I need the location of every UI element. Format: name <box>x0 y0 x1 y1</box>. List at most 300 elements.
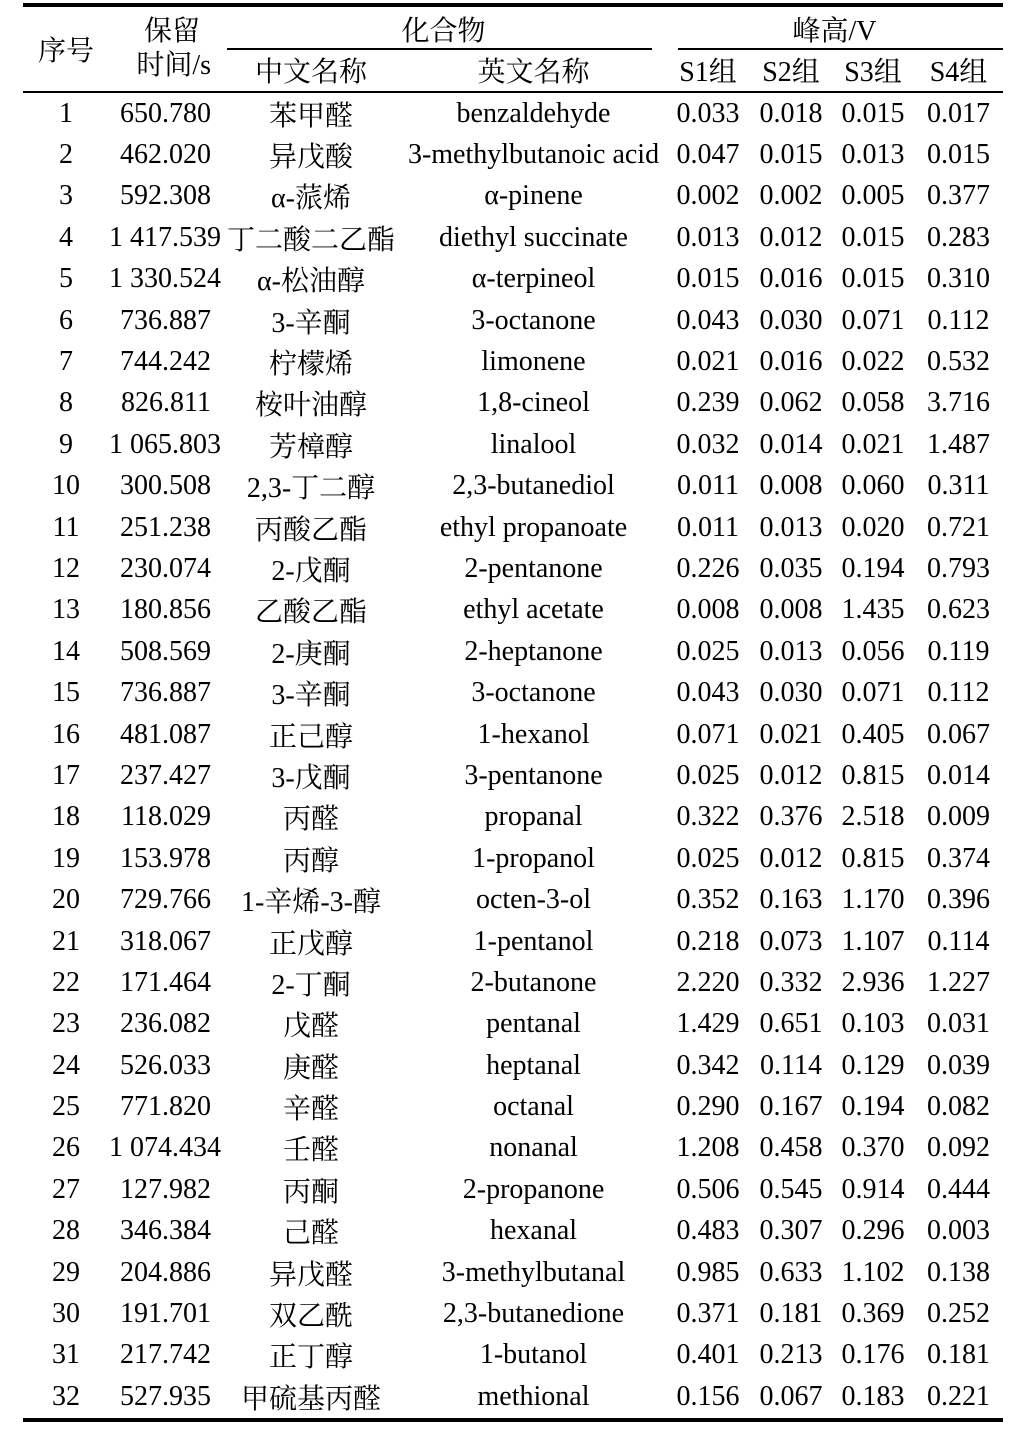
cell-en-name: 2,3-butanedione <box>442 1298 625 1330</box>
cell-s2: 0.030 <box>759 304 823 336</box>
cell-s1: 2.220 <box>676 966 740 998</box>
cell-s1: 0.506 <box>676 1173 740 1205</box>
cell-s3: 2.936 <box>841 966 905 998</box>
cell-en-name: hexanal <box>489 1215 578 1247</box>
cell-en-name: 3-methylbutanal <box>441 1256 626 1288</box>
cell-s2: 0.012 <box>759 221 823 253</box>
header-retention-time <box>109 5 221 92</box>
cell-s2: 0.016 <box>759 346 823 378</box>
cell-cn-name: 3-辛酮 <box>271 680 351 712</box>
cell-no: 3 <box>59 180 73 212</box>
cell-no: 28 <box>52 1215 80 1247</box>
cell-cn-name: 正己醇 <box>268 721 353 753</box>
table-row <box>23 383 1003 424</box>
cell-no: 13 <box>52 594 80 626</box>
table-row <box>23 466 1003 507</box>
cell-s4: 0.311 <box>927 470 990 502</box>
table-row <box>23 590 1003 631</box>
cell-no: 6 <box>59 304 73 336</box>
cell-retention-time: 826.811 <box>121 387 211 419</box>
cell-retention-time: 462.020 <box>120 139 211 171</box>
cell-s4: 0.017 <box>927 97 991 129</box>
table-body <box>23 92 1003 1420</box>
cell-s4: 0.623 <box>927 594 991 626</box>
cell-cn-name: 己醛 <box>282 1218 339 1250</box>
cell-retention-time: 318.067 <box>120 925 211 957</box>
cell-no: 31 <box>52 1339 80 1371</box>
cell-s4: 0.374 <box>927 842 991 874</box>
cell-cn-name: 丙酮 <box>282 1176 339 1208</box>
cell-s4: 0.532 <box>927 346 991 378</box>
cell-en-name: 1,8-cineol <box>477 387 590 419</box>
cell-retention-time: 650.780 <box>120 97 211 129</box>
cell-s1: 0.218 <box>676 925 740 957</box>
table-row <box>23 548 1003 589</box>
header-cn-name: 中文名称 <box>254 57 367 88</box>
cell-s1: 0.008 <box>676 594 740 626</box>
cell-retention-time: 771.820 <box>120 1091 211 1123</box>
cell-s2: 0.114 <box>760 1049 822 1081</box>
cell-no: 26 <box>52 1132 80 1164</box>
cell-cn-name: 正丁醇 <box>268 1342 353 1374</box>
cell-en-name: 3-octanone <box>471 304 596 336</box>
cell-s4: 0.092 <box>927 1132 991 1164</box>
cell-en-name: α-terpineol <box>471 263 596 295</box>
table-row <box>23 259 1003 300</box>
header-peak-height <box>666 5 1003 49</box>
cell-no: 11 <box>52 511 80 543</box>
cell-cn-name: 甲硫基丙醛 <box>240 1383 381 1415</box>
cell-s3: 0.914 <box>841 1173 905 1205</box>
table-row <box>23 217 1003 258</box>
cell-retention-time: 736.887 <box>120 677 211 709</box>
header-s2: S2组 <box>762 57 820 88</box>
cell-s1: 0.226 <box>676 552 740 584</box>
cell-s1: 0.011 <box>677 511 739 543</box>
table-row <box>23 1293 1003 1334</box>
cell-s1: 0.015 <box>676 263 740 295</box>
cell-s2: 0.307 <box>759 1215 823 1247</box>
cell-retention-time: 1 330.524 <box>109 263 221 295</box>
cell-s3: 1.170 <box>841 884 905 916</box>
cell-cn-name: 乙酸乙酯 <box>254 597 367 629</box>
cell-retention-time: 171.464 <box>120 966 211 998</box>
cell-s4: 1.227 <box>927 966 991 998</box>
cell-s4: 0.721 <box>927 511 991 543</box>
cell-en-name: propanal <box>484 801 583 833</box>
header-rt-line2: 时间/s <box>136 50 211 81</box>
cell-s3: 0.021 <box>841 428 905 460</box>
cell-s3: 0.370 <box>841 1132 905 1164</box>
cell-cn-name: 3-戊酮 <box>271 762 351 794</box>
cell-s4: 0.082 <box>927 1091 991 1123</box>
cell-s2: 0.016 <box>759 263 823 295</box>
cell-s4: 0.221 <box>927 1380 991 1412</box>
cell-retention-time: 527.935 <box>120 1380 211 1412</box>
table-row <box>23 1252 1003 1293</box>
cell-s2: 0.073 <box>759 925 823 957</box>
cell-no: 1 <box>59 97 73 129</box>
cell-no: 2 <box>59 139 73 171</box>
cell-cn-name: 庚醛 <box>282 1052 339 1084</box>
cell-s2: 0.015 <box>759 139 823 171</box>
cell-s2: 0.013 <box>759 511 823 543</box>
cell-s4: 0.377 <box>927 180 991 212</box>
cell-s2: 0.013 <box>759 635 823 667</box>
cell-s3: 0.405 <box>841 718 905 750</box>
cell-s4: 0.283 <box>927 221 991 253</box>
cell-s1: 0.985 <box>676 1256 740 1288</box>
cell-en-name: 2-propanone <box>462 1173 605 1205</box>
cell-s4: 0.793 <box>927 552 991 584</box>
cell-s1: 0.025 <box>676 842 740 874</box>
cell-retention-time: 744.242 <box>120 346 211 378</box>
cell-s4: 0.031 <box>927 1008 991 1040</box>
cell-en-name: linalool <box>490 428 577 460</box>
cell-s3: 0.022 <box>841 346 905 378</box>
cell-s3: 0.015 <box>841 263 905 295</box>
cell-retention-time: 736.887 <box>120 304 211 336</box>
cell-retention-time: 153.978 <box>120 842 211 874</box>
cell-retention-time: 1 417.539 <box>109 221 221 253</box>
cell-en-name: 2-pentanone <box>464 552 603 584</box>
header-compound-label: 化合物 <box>401 16 486 47</box>
cell-s1: 0.483 <box>676 1215 740 1247</box>
cell-cn-name: 2-庚酮 <box>271 638 351 670</box>
cell-en-name: heptanal <box>486 1049 581 1081</box>
table-row <box>23 714 1003 755</box>
table-row <box>23 879 1003 920</box>
cell-no: 29 <box>52 1256 80 1288</box>
cell-retention-time: 118.029 <box>121 801 211 833</box>
cell-no: 22 <box>52 966 80 998</box>
cell-en-name: pentanal <box>486 1008 581 1040</box>
cell-cn-name: 壬醛 <box>282 1135 339 1167</box>
cell-s2: 0.008 <box>759 470 823 502</box>
cell-en-name: limonene <box>481 346 586 378</box>
cell-retention-time: 346.384 <box>120 1215 211 1247</box>
cell-s3: 0.369 <box>841 1298 905 1330</box>
cell-s2: 0.012 <box>759 842 823 874</box>
cell-s4: 0.112 <box>927 677 990 709</box>
table-row <box>23 755 1003 796</box>
cell-retention-time: 204.886 <box>120 1256 211 1288</box>
cell-s1: 0.156 <box>676 1380 740 1412</box>
cell-s1: 0.043 <box>676 677 740 709</box>
cell-retention-time: 251.238 <box>120 511 211 543</box>
cell-cn-name: 3-辛酮 <box>271 307 351 339</box>
cell-en-name: 2-heptanone <box>464 635 603 667</box>
cell-s3: 1.435 <box>841 594 905 626</box>
cell-s4: 0.181 <box>927 1339 991 1371</box>
cell-cn-name: 异戊酸 <box>268 142 353 174</box>
cell-no: 24 <box>52 1049 80 1081</box>
cell-s1: 0.290 <box>676 1091 740 1123</box>
cell-s3: 0.296 <box>841 1215 905 1247</box>
cell-s4: 0.396 <box>927 884 991 916</box>
cell-no: 10 <box>52 470 80 502</box>
cell-no: 15 <box>52 677 80 709</box>
cell-en-name: 1-pentanol <box>473 925 594 957</box>
cell-no: 4 <box>59 221 73 253</box>
table-row <box>23 1169 1003 1210</box>
cell-cn-name: α-松油醇 <box>257 266 365 298</box>
cell-cn-name: 丁二酸二乙酯 <box>226 224 395 256</box>
cell-s3: 0.071 <box>841 304 905 336</box>
cell-cn-name: 2,3-丁二醇 <box>246 473 376 505</box>
cell-s1: 0.047 <box>676 139 740 171</box>
cell-en-name: 3-methylbutanoic acid <box>407 139 660 171</box>
cell-s1: 0.011 <box>677 470 739 502</box>
cell-no: 23 <box>52 1008 80 1040</box>
cell-s1: 0.239 <box>676 387 740 419</box>
cell-s4: 1.487 <box>927 428 991 460</box>
cell-s3: 0.060 <box>841 470 905 502</box>
cell-cn-name: 丙醇 <box>282 845 339 877</box>
cell-cn-name: α-蒎烯 <box>271 183 351 215</box>
cell-s3: 0.129 <box>841 1049 905 1081</box>
cell-no: 30 <box>52 1298 80 1330</box>
cell-retention-time: 191.701 <box>120 1298 211 1330</box>
cell-cn-name: 2-丁酮 <box>271 969 351 1001</box>
cell-retention-time: 526.033 <box>120 1049 211 1081</box>
cell-no: 25 <box>52 1091 80 1123</box>
cell-en-name: octanal <box>493 1091 574 1123</box>
table-row <box>23 1376 1003 1419</box>
cell-s3: 2.518 <box>841 801 905 833</box>
cell-retention-time: 1 065.803 <box>109 428 221 460</box>
cell-cn-name: 桉叶油醇 <box>254 390 367 422</box>
cell-s3: 0.005 <box>841 180 905 212</box>
cell-en-name: benzaldehyde <box>456 97 611 129</box>
cell-s1: 0.401 <box>676 1339 740 1371</box>
cell-s1: 0.032 <box>676 428 740 460</box>
cell-retention-time: 236.082 <box>120 1008 211 1040</box>
cell-en-name: diethyl succinate <box>439 221 628 253</box>
cell-no: 17 <box>52 759 80 791</box>
cell-s4: 0.014 <box>927 759 991 791</box>
cell-s1: 0.002 <box>676 180 740 212</box>
cell-en-name: 3-octanone <box>471 677 596 709</box>
cell-en-name: α-pinene <box>484 180 583 212</box>
cell-no: 8 <box>59 387 73 419</box>
table-row <box>23 962 1003 1003</box>
cell-no: 21 <box>52 925 80 957</box>
cell-s1: 0.021 <box>676 346 740 378</box>
cell-s3: 0.020 <box>841 511 905 543</box>
cell-en-name: ethyl acetate <box>463 594 604 626</box>
cell-s4: 0.039 <box>927 1049 991 1081</box>
table-header <box>23 5 1003 92</box>
cell-s2: 0.458 <box>759 1132 823 1164</box>
cell-s2: 0.008 <box>759 594 823 626</box>
cell-cn-name: 柠檬烯 <box>268 349 353 381</box>
cell-s3: 0.015 <box>841 221 905 253</box>
cell-retention-time: 729.766 <box>120 884 211 916</box>
cell-s4: 0.119 <box>927 635 990 667</box>
table-row <box>23 1045 1003 1086</box>
table-row <box>23 921 1003 962</box>
cell-retention-time: 1 074.434 <box>109 1132 221 1164</box>
header-compound <box>221 5 666 49</box>
cell-retention-time: 508.569 <box>120 635 211 667</box>
cell-en-name: octen-3-ol <box>475 884 592 916</box>
table-row <box>23 341 1003 382</box>
cell-s2: 0.633 <box>759 1256 823 1288</box>
cell-s3: 0.194 <box>841 1091 905 1123</box>
cell-s2: 0.067 <box>759 1380 823 1412</box>
cell-s1: 0.071 <box>676 718 740 750</box>
header-s4: S4组 <box>929 57 988 88</box>
cell-retention-time: 481.087 <box>120 718 211 750</box>
cell-s2: 0.376 <box>759 801 823 833</box>
cell-no: 27 <box>52 1173 80 1205</box>
cell-s1: 0.025 <box>676 635 740 667</box>
cell-s2: 0.332 <box>759 966 823 998</box>
cell-s4: 0.252 <box>927 1298 991 1330</box>
cell-no: 9 <box>59 428 73 460</box>
cell-s2: 0.002 <box>759 180 823 212</box>
cell-en-name: methional <box>477 1380 590 1412</box>
table-row <box>23 838 1003 879</box>
cell-s1: 0.352 <box>676 884 740 916</box>
cell-s2: 0.062 <box>759 387 823 419</box>
cell-en-name: 3-pentanone <box>464 759 603 791</box>
cell-no: 7 <box>59 346 73 378</box>
table-row <box>23 1004 1003 1045</box>
cell-s2: 0.167 <box>759 1091 823 1123</box>
cell-s2: 0.030 <box>759 677 823 709</box>
cell-s2: 0.018 <box>759 97 823 129</box>
header-rt-line1: 保留 <box>143 16 200 47</box>
cell-cn-name: 苯甲醛 <box>268 100 353 132</box>
cell-s1: 0.043 <box>676 304 740 336</box>
table-row <box>23 92 1003 134</box>
cell-cn-name: 正戊醇 <box>268 928 353 960</box>
cell-no: 14 <box>52 635 80 667</box>
header-no: 序号 <box>37 36 94 67</box>
cell-s3: 0.058 <box>841 387 905 419</box>
cell-no: 18 <box>52 801 80 833</box>
cell-s1: 0.025 <box>676 759 740 791</box>
cell-s4: 0.114 <box>927 925 990 957</box>
peak-underline <box>678 48 1003 50</box>
cell-cn-name: 2-戊酮 <box>271 555 351 587</box>
table-row <box>23 1335 1003 1376</box>
cell-retention-time: 592.308 <box>120 180 211 212</box>
cell-s3: 0.013 <box>841 139 905 171</box>
cell-s4: 0.067 <box>927 718 991 750</box>
cell-en-name: 1-hexanol <box>477 718 590 750</box>
cell-s2: 0.012 <box>759 759 823 791</box>
cell-s3: 1.107 <box>841 925 905 957</box>
header-en-name: 英文名称 <box>477 57 590 88</box>
table-row <box>23 1086 1003 1127</box>
cell-s4: 0.138 <box>927 1256 991 1288</box>
cell-cn-name: 丙醛 <box>282 804 339 836</box>
cell-s1: 0.342 <box>676 1049 740 1081</box>
table-row <box>23 1211 1003 1252</box>
cell-s4: 0.112 <box>927 304 990 336</box>
cell-no: 32 <box>52 1380 80 1412</box>
cell-retention-time: 300.508 <box>120 470 211 502</box>
cell-no: 20 <box>52 884 80 916</box>
cell-en-name: ethyl propanoate <box>439 511 628 543</box>
cell-s3: 0.183 <box>841 1380 905 1412</box>
cell-s4: 0.003 <box>927 1215 991 1247</box>
cell-s2: 0.163 <box>759 884 823 916</box>
cell-cn-name: 丙酸乙酯 <box>254 514 367 546</box>
cell-s4: 0.015 <box>927 139 991 171</box>
cell-cn-name: 1-辛烯-3-醇 <box>241 887 381 919</box>
cell-s2: 0.181 <box>759 1298 823 1330</box>
compound-underline <box>227 48 652 50</box>
cell-s2: 0.545 <box>759 1173 823 1205</box>
table-row <box>23 672 1003 713</box>
cell-s1: 0.013 <box>676 221 740 253</box>
table-row <box>23 134 1003 175</box>
cell-s3: 0.056 <box>841 635 905 667</box>
cell-retention-time: 237.427 <box>120 759 211 791</box>
cell-no: 16 <box>52 718 80 750</box>
table-row <box>23 1128 1003 1169</box>
cell-cn-name: 芳樟醇 <box>268 431 353 463</box>
cell-s3: 0.815 <box>841 759 905 791</box>
cell-retention-time: 230.074 <box>120 552 211 584</box>
cell-cn-name: 戊醛 <box>282 1011 339 1043</box>
header-s1: S1组 <box>679 57 737 88</box>
cell-s1: 1.208 <box>676 1132 740 1164</box>
cell-retention-time: 217.742 <box>120 1339 211 1371</box>
table-row <box>23 631 1003 672</box>
cell-s2: 0.014 <box>759 428 823 460</box>
table-row <box>23 176 1003 217</box>
cell-s4: 0.009 <box>927 801 991 833</box>
cell-no: 12 <box>52 552 80 584</box>
cell-s3: 0.103 <box>841 1008 905 1040</box>
cell-s4: 3.716 <box>927 387 991 419</box>
header-s3: S3组 <box>844 57 902 88</box>
cell-s1: 0.371 <box>676 1298 740 1330</box>
table-row <box>23 424 1003 465</box>
cell-s2: 0.651 <box>759 1008 823 1040</box>
cell-en-name: nonanal <box>489 1132 578 1164</box>
compound-table <box>23 3 1003 1422</box>
table-row <box>23 300 1003 341</box>
cell-s2: 0.035 <box>759 552 823 584</box>
table-row <box>23 507 1003 548</box>
cell-cn-name: 辛醛 <box>282 1094 339 1126</box>
cell-s3: 1.102 <box>841 1256 905 1288</box>
cell-en-name: 1-butanol <box>479 1339 588 1371</box>
cell-s3: 0.071 <box>841 677 905 709</box>
cell-no: 19 <box>52 842 80 874</box>
header-peak-label: 峰高/V <box>792 16 877 47</box>
cell-no: 5 <box>59 263 73 295</box>
cell-retention-time: 127.982 <box>120 1173 211 1205</box>
cell-s1: 1.429 <box>676 1008 740 1040</box>
cell-s1: 0.033 <box>676 97 740 129</box>
cell-s4: 0.444 <box>927 1173 991 1205</box>
cell-s3: 0.015 <box>841 97 905 129</box>
cell-en-name: 2-butanone <box>470 966 597 998</box>
cell-s3: 0.194 <box>841 552 905 584</box>
cell-retention-time: 180.856 <box>120 594 211 626</box>
cell-s1: 0.322 <box>676 801 740 833</box>
cell-s2: 0.213 <box>759 1339 823 1371</box>
cell-en-name: 1-propanol <box>472 842 595 874</box>
cell-cn-name: 双乙酰 <box>268 1301 353 1333</box>
